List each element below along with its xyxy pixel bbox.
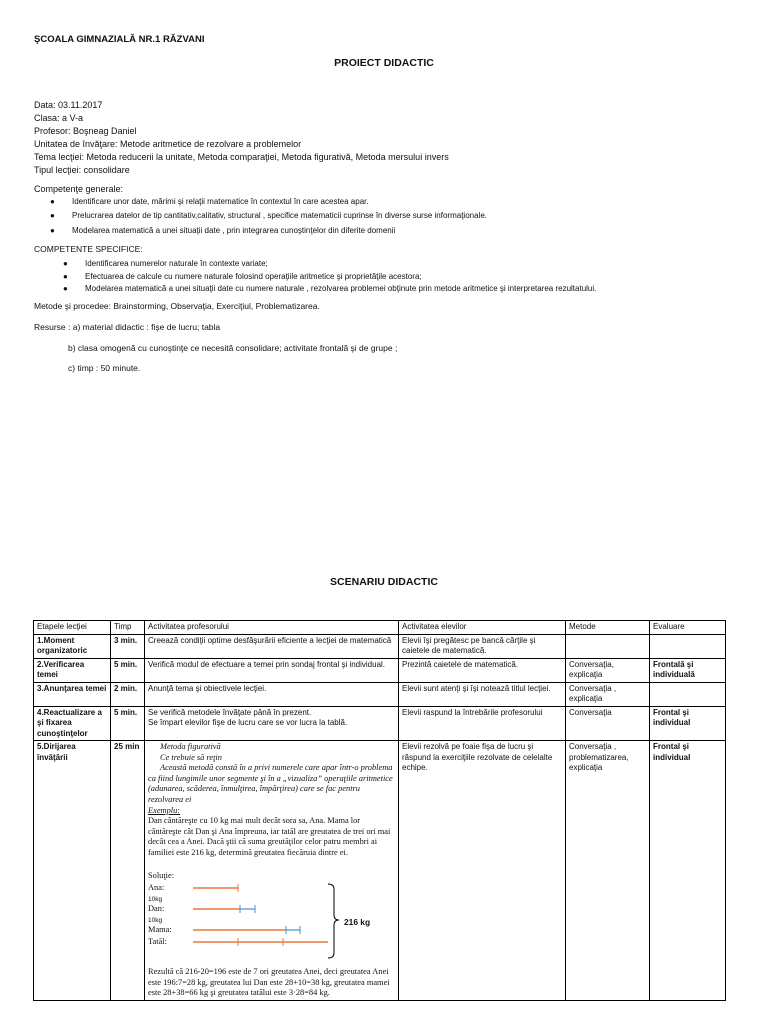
table-row [34,741,726,1001]
page-title: PROIECT DIDACTIC [334,57,434,69]
table-header-row [34,621,726,635]
remember-label: Ce trebuie să reţin [160,752,222,762]
table-header-cell: Timp [111,621,145,635]
methods-line: Metode şi procedee: Brainstorming, Observaţia, Exerciţiul, Problematizarea. [34,301,320,311]
info-class: Clasa: a V-a [34,113,84,123]
evaluation-cell: Frontal şi individual [650,741,726,1001]
solution-label: Soluţie: [148,870,175,880]
stage-cell: 4.Reactualizare a şi fixarea cunoştinţelor [34,706,111,741]
time-cell: 5 min. [111,706,145,741]
segment-bars [148,883,348,963]
evaluation-cell [650,634,726,658]
stage-cell: 3.Anunţarea temei [34,682,111,706]
solution-result: Rezultă că 216-20=196 este de 7 ori greutatea Anei, deci greutatea Anei este 196:7=28 kg, greutatea lui Dan este 28+10=38 kg, greutatea mamei este 28+38=66 kg şi greutatea tatălui este 3·28=84 kg. [148,967,390,998]
student-activity-cell: Prezintă caietele de matematică. [399,658,566,682]
teacher-activity-line: Se împart elevilor fişe de lucru care se vor lucra la tablă. [148,718,348,727]
bullet-icon: ● [50,226,55,235]
evaluation-cell: Frontal şi individual [650,706,726,741]
table-row [34,658,726,682]
stage-cell: 5.Dirijarea învăţării [34,741,111,1001]
student-activity-cell: Elevii raspund la întrebările profesorului [399,706,566,741]
info-topic: Tema lecţiei: Metoda reducerii la unitate, Metoda comparaţiei, Metoda figurativă, Metoda mersului invers [34,152,449,162]
general-competence-item: ● Prelucrarea datelor de tip cantitativ,calitativ, structural , specifice matematicii cuprinse în diverse surse informaţionale. [50,209,487,224]
methods-cell: Conversaţia [566,706,650,741]
methods-cell: Conversaţia , problematizarea, explicaţia [566,741,650,1001]
student-activity-cell: Elevii îşi pregătesc pe bancă cărţile şi caietele de matematică. [399,634,566,658]
general-competences-heading: Competenţe generale: [34,184,124,194]
methods-cell [566,634,650,658]
table-row [34,682,726,706]
bullet-icon: ● [63,284,68,293]
table-header-cell: Activitatea elevilor [399,621,566,635]
student-activity-cell: Elevii sunt atenţi şi îşi notează titlul lecţiei. [399,682,566,706]
brace-icon [328,884,339,958]
student-activity-cell: Elevii rezolvă pe foaie fişa de lucru şi răspund la exerciţiile rezolvate de celelalte echipe. [399,741,566,1001]
teacher-activity-cell [145,706,399,741]
teacher-activity-cell: Verifică modul de efectuare a temei prin sondaj frontal şi individual. [145,658,399,682]
bullet-icon: ● [63,272,68,281]
table-header-cell: Evaluare [650,621,726,635]
time-cell: 5 min. [111,658,145,682]
time-cell: 25 min [111,741,145,1001]
teacher-activity-cell [145,741,399,1001]
table-header-cell: Activitatea profesorului [145,621,399,635]
time-cell: 3 min. [111,634,145,658]
diagram-label-mama: Mama: [148,925,172,935]
specific-competence-item: ● Efectuarea de calcule cu numere naturale folosind operaţiile aritmetice şi proprietăţile acestora; [63,272,422,281]
evaluation-cell: Frontală şi individuală [650,658,726,682]
time-cell: 2 min. [111,682,145,706]
info-date: Data: 03.11.2017 [34,100,103,110]
general-competence-item: ● Modelarea matematică a unei situaţii date , prin integrarea cunoştinţelor din diferite domenii [50,224,395,239]
scenario-title: SCENARIU DIDACTIC [330,576,438,588]
bullet-icon: ● [63,259,68,268]
table-row [34,634,726,658]
info-lesson-type: Tipul lecţiei: consolidare [34,165,130,175]
diagram-label-ana: Ana: [148,883,165,893]
method-explanation: Această metodă constă în a privi numerele care apar într-o problema ca fiind lungimile unor segmente şi în a „vizualiza” operaţiile aritmetice (adunarea, scăderea, înmulţirea, împărţirea) care se fac pentru rezolvarea ei [148,763,393,804]
example-label: Exemplu: [148,805,181,815]
diagram-small-label: 10kg [148,896,163,904]
school-name: ŞCOALA GIMNAZIALĂ NR.1 RĂZVANI [34,34,205,45]
bullet-icon: ● [50,197,55,206]
evaluation-cell [650,682,726,706]
diagram-label-tata: Tatăl: [148,937,167,947]
resources-a: Resurse : a) material didactic : fişe de lucru; tabla [34,322,221,332]
info-teacher: Profesor: Boşneag Daniel [34,126,137,136]
table-row [34,706,726,741]
diagram-label-dan: Dan: [148,904,165,914]
example-text: Dan cântăreşte cu 10 kg mai mult decât sora sa, Ana. Mama lor cântăreşte cât Dan şi Ana împreuna, iar tatăl are greutatea de trei ori mai decât cea a Anei. Dacă ştii că suma greutăţilor celor patru membri ai familiei este 216 kg, determină greutatea fiecăruia dintre ei. [148,816,391,857]
scenario-table [33,620,726,1001]
teacher-activity-cell: Creează condiţii optime desfăşurării eficiente a lecţiei de matematică [145,634,399,658]
specific-competences-heading: COMPETENTE SPECIFICE: [34,244,143,254]
diagram-small-label: 10kg [148,917,163,925]
methods-cell: Conversaţia , explicaţia [566,682,650,706]
resources-c: c) timp : 50 minute. [68,363,141,373]
general-competence-item: ● Identificare unor date, mărimi şi relaţii matematice în contextul în care acestea apar. [50,195,369,210]
teacher-activity-line: Se verifică metodele învăţate până în prezent. [148,707,312,717]
resources-b: b) clasa omogenă cu cunoştinţe ce necesită consolidare; activitate frontală şi de grupe ; [68,343,398,353]
info-unit: Unitatea de învăţare: Metode aritmetice de rezolvare a problemelor [34,139,302,149]
specific-competence-item: ● Identificarea numerelor naturale în contexte variate; [63,259,268,268]
bullet-icon: ● [50,211,55,220]
table-header-cell: Metode [566,621,650,635]
table-header-cell: Etapele lecţiei [34,621,111,635]
method-title: Metoda figurativă [160,742,221,751]
stage-cell: 2.Verificarea temei [34,658,111,682]
stage-cell: 1.Moment organizatoric [34,634,111,658]
diagram-total: 216 kg [344,917,371,928]
segment-diagram [148,883,395,967]
specific-competence-item: ● Modelarea matematică a unei situaţii date cu numere naturale , rezolvarea problemei obţinute prin metode aritmetice şi interpretarea rezultatului. [63,284,597,293]
methods-cell: Conversaţia, explicaţia [566,658,650,682]
teacher-activity-cell: Anunţă tema şi obiectivele lecţiei. [145,682,399,706]
